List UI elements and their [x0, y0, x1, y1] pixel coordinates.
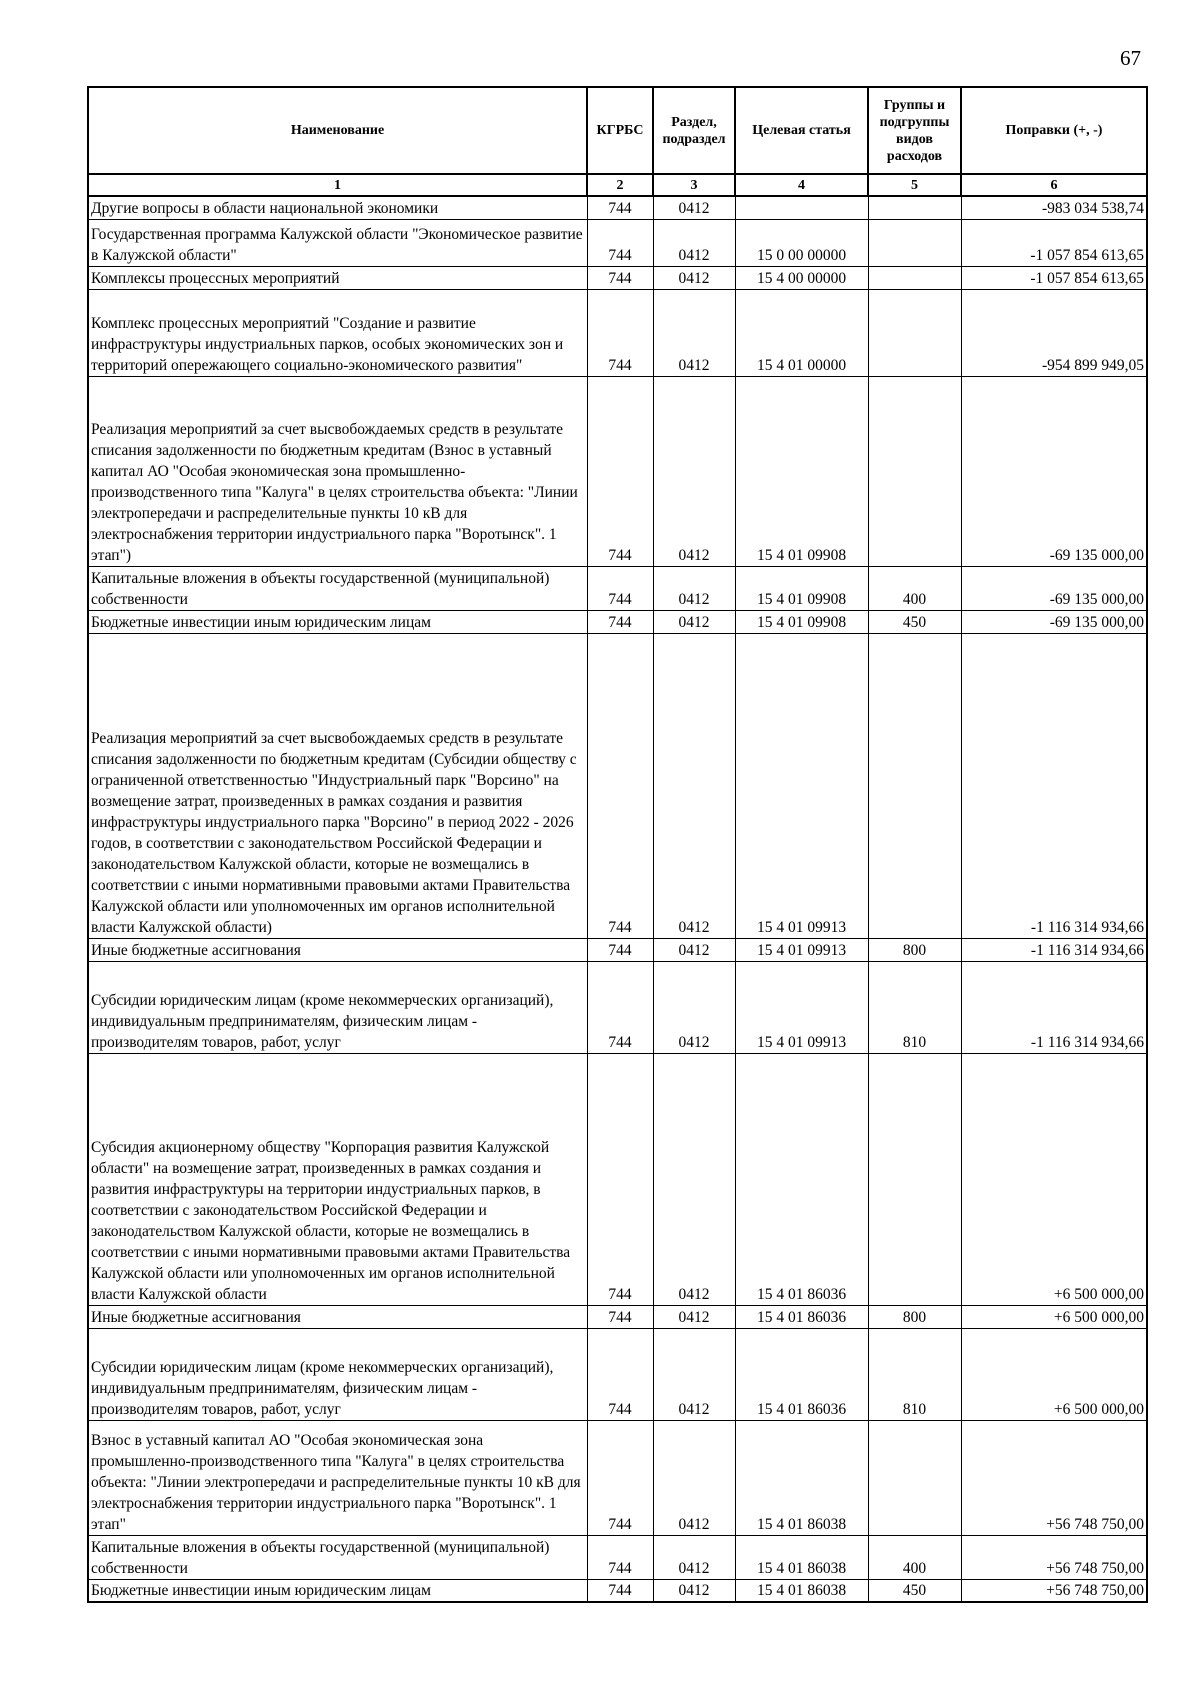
row-tselevaya-statya: 15 4 01 09913 — [735, 938, 868, 961]
row-amount: -69 135 000,00 — [961, 610, 1147, 633]
header-name: Наименование — [88, 87, 587, 174]
row-kgrbs: 744 — [587, 610, 653, 633]
row-name: Комплексы процессных мероприятий — [88, 266, 587, 289]
row-amount: +56 748 750,00 — [961, 1420, 1147, 1535]
row-name: Бюджетные инвестиции иным юридическим лицам — [88, 1579, 587, 1602]
row-vid-raskhodov — [868, 289, 961, 376]
row-amount: -954 899 949,05 — [961, 289, 1147, 376]
row-vid-raskhodov: 810 — [868, 1328, 961, 1420]
row-kgrbs: 744 — [587, 266, 653, 289]
table-row — [88, 633, 1147, 938]
row-vid-raskhodov — [868, 196, 961, 219]
row-razdel: 0412 — [653, 1305, 735, 1328]
row-vid-raskhodov — [868, 376, 961, 566]
row-amount: +56 748 750,00 — [961, 1535, 1147, 1579]
table-row — [88, 1328, 1147, 1420]
row-vid-raskhodov — [868, 266, 961, 289]
row-kgrbs: 744 — [587, 376, 653, 566]
row-tselevaya-statya: 15 4 01 86038 — [735, 1579, 868, 1602]
row-vid-raskhodov — [868, 1420, 961, 1535]
column-number: 2 — [587, 174, 653, 196]
table-row — [88, 219, 1147, 266]
row-amount: -1 116 314 934,66 — [961, 633, 1147, 938]
table-row — [88, 266, 1147, 289]
row-kgrbs: 744 — [587, 1579, 653, 1602]
table-row — [88, 1579, 1147, 1602]
row-name: Иные бюджетные ассигнования — [88, 938, 587, 961]
page-number: 67 — [1120, 46, 1141, 70]
row-razdel: 0412 — [653, 376, 735, 566]
row-razdel: 0412 — [653, 1579, 735, 1602]
row-amount: -69 135 000,00 — [961, 376, 1147, 566]
row-razdel: 0412 — [653, 196, 735, 219]
row-kgrbs: 744 — [587, 289, 653, 376]
row-tselevaya-statya: 15 4 01 09913 — [735, 961, 868, 1053]
row-amount: +6 500 000,00 — [961, 1328, 1147, 1420]
row-razdel: 0412 — [653, 1420, 735, 1535]
row-name: Государственная программа Калужской области "Экономическое развитие в Калужской области" — [88, 219, 587, 266]
row-kgrbs: 744 — [587, 961, 653, 1053]
row-amount: -1 057 854 613,65 — [961, 266, 1147, 289]
row-kgrbs: 744 — [587, 1328, 653, 1420]
row-razdel: 0412 — [653, 1328, 735, 1420]
budget-amendments-table — [87, 86, 1148, 1603]
header-vid-raskhodov: Группы и подгруппы видов расходов — [868, 87, 961, 174]
row-amount: +6 500 000,00 — [961, 1053, 1147, 1305]
table-row — [88, 1305, 1147, 1328]
row-amount: +56 748 750,00 — [961, 1579, 1147, 1602]
row-vid-raskhodov — [868, 1053, 961, 1305]
table-row — [88, 376, 1147, 566]
row-kgrbs: 744 — [587, 1535, 653, 1579]
row-tselevaya-statya: 15 4 01 86038 — [735, 1535, 868, 1579]
row-vid-raskhodov: 800 — [868, 938, 961, 961]
row-name: Взнос в уставный капитал АО "Особая экономическая зона промышленно-производственного типа "Калуга" в целях строительства объекта: "Линии электропередачи и распределительные пункты 10 кВ для электроснабжения территории индустриального парка "Воротынск". 1 этап" — [88, 1420, 587, 1535]
row-vid-raskhodov — [868, 219, 961, 266]
row-razdel: 0412 — [653, 289, 735, 376]
column-number: 1 — [88, 174, 587, 196]
header-popravki: Поправки (+, -) — [961, 87, 1147, 174]
row-tselevaya-statya: 15 4 01 86036 — [735, 1328, 868, 1420]
row-name: Субсидия акционерному обществу "Корпорация развития Калужской области" на возмещение затрат, произведенных в рамках создания и развития инфраструктуры на территории индустриальных парков, в соответствии с законодательством Российской Федерации и законодательством Калужской области, которые не возмещались в соответствии с иными нормативными правовыми актами Правительства Калужской области или уполномоченных им органов исполнительной власти Калужской области — [88, 1053, 587, 1305]
row-tselevaya-statya: 15 4 01 86036 — [735, 1053, 868, 1305]
table-row — [88, 566, 1147, 610]
row-kgrbs: 744 — [587, 633, 653, 938]
row-name: Другие вопросы в области национальной экономики — [88, 196, 587, 219]
row-kgrbs: 744 — [587, 1053, 653, 1305]
row-vid-raskhodov — [868, 633, 961, 938]
header-razdel: Раздел, подраздел — [653, 87, 735, 174]
row-name: Субсидии юридическим лицам (кроме некоммерческих организаций), индивидуальным предпринимателям, физическим лицам - производителям товаров, работ, услуг — [88, 961, 587, 1053]
table-row — [88, 1420, 1147, 1535]
table-row — [88, 1053, 1147, 1305]
table-row — [88, 610, 1147, 633]
row-vid-raskhodov: 800 — [868, 1305, 961, 1328]
row-name: Реализация мероприятий за счет высвобождаемых средств в результате списания задолженности по бюджетным кредитам (Взнос в уставный капитал АО "Особая экономическая зона промышленно-производственного типа "Калуга" в целях строительства объекта: "Линии электропередачи и распределительные пункты 10 кВ для электроснабжения территории индустриального парка "Воротынск". 1 этап") — [88, 376, 587, 566]
row-vid-raskhodov: 810 — [868, 961, 961, 1053]
row-razdel: 0412 — [653, 961, 735, 1053]
table-row — [88, 196, 1147, 219]
row-razdel: 0412 — [653, 266, 735, 289]
row-kgrbs: 744 — [587, 1305, 653, 1328]
row-name: Капитальные вложения в объекты государственной (муниципальной) собственности — [88, 1535, 587, 1579]
row-vid-raskhodov: 450 — [868, 610, 961, 633]
row-kgrbs: 744 — [587, 196, 653, 219]
row-tselevaya-statya: 15 4 01 09908 — [735, 376, 868, 566]
row-razdel: 0412 — [653, 610, 735, 633]
header-kgrbs: КГРБС — [587, 87, 653, 174]
row-amount: -1 116 314 934,66 — [961, 961, 1147, 1053]
row-tselevaya-statya: 15 4 01 09908 — [735, 610, 868, 633]
table-row — [88, 938, 1147, 961]
column-number: 4 — [735, 174, 868, 196]
row-vid-raskhodov: 400 — [868, 566, 961, 610]
row-razdel: 0412 — [653, 219, 735, 266]
row-razdel: 0412 — [653, 1053, 735, 1305]
table-row — [88, 961, 1147, 1053]
row-vid-raskhodov: 450 — [868, 1579, 961, 1602]
row-name: Капитальные вложения в объекты государственной (муниципальной) собственности — [88, 566, 587, 610]
row-amount: -1 116 314 934,66 — [961, 938, 1147, 961]
row-kgrbs: 744 — [587, 566, 653, 610]
row-tselevaya-statya — [735, 196, 868, 219]
header-tselevaya-statya: Целевая статья — [735, 87, 868, 174]
row-name: Бюджетные инвестиции иным юридическим лицам — [88, 610, 587, 633]
row-tselevaya-statya: 15 4 01 09913 — [735, 633, 868, 938]
row-name: Иные бюджетные ассигнования — [88, 1305, 587, 1328]
row-tselevaya-statya: 15 4 00 00000 — [735, 266, 868, 289]
row-amount: -69 135 000,00 — [961, 566, 1147, 610]
column-number: 5 — [868, 174, 961, 196]
row-name: Комплекс процессных мероприятий "Создание и развитие инфраструктуры индустриальных парков, особых экономических зон и территорий опережающего социально-экономического развития" — [88, 289, 587, 376]
row-kgrbs: 744 — [587, 1420, 653, 1535]
row-amount: +6 500 000,00 — [961, 1305, 1147, 1328]
column-number: 3 — [653, 174, 735, 196]
row-razdel: 0412 — [653, 938, 735, 961]
row-razdel: 0412 — [653, 633, 735, 938]
row-tselevaya-statya: 15 0 00 00000 — [735, 219, 868, 266]
row-tselevaya-statya: 15 4 01 86038 — [735, 1420, 868, 1535]
row-tselevaya-statya: 15 4 01 86036 — [735, 1305, 868, 1328]
row-kgrbs: 744 — [587, 938, 653, 961]
row-amount: -983 034 538,74 — [961, 196, 1147, 219]
row-tselevaya-statya: 15 4 01 00000 — [735, 289, 868, 376]
row-kgrbs: 744 — [587, 219, 653, 266]
row-vid-raskhodov: 400 — [868, 1535, 961, 1579]
row-razdel: 0412 — [653, 566, 735, 610]
row-tselevaya-statya: 15 4 01 09908 — [735, 566, 868, 610]
row-razdel: 0412 — [653, 1535, 735, 1579]
row-amount: -1 057 854 613,65 — [961, 219, 1147, 266]
table-row — [88, 289, 1147, 376]
column-number: 6 — [961, 174, 1147, 196]
table-row — [88, 1535, 1147, 1579]
row-name: Субсидии юридическим лицам (кроме некоммерческих организаций), индивидуальным предпринимателям, физическим лицам - производителям товаров, работ, услуг — [88, 1328, 587, 1420]
row-name: Реализация мероприятий за счет высвобождаемых средств в результате списания задолженности по бюджетным кредитам (Субсидии обществу с ограниченной ответственностью "Индустриальный парк "Ворсино" на возмещение затрат, произведенных в рамках создания и развития инфраструктуры индустриального парка "Ворсино" в период 2022 - 2026 годов, в соответствии с законодательством Российской Федерации и законодательством Калужской области, которые не возмещались в соответствии с иными нормативными правовыми актами Правительства Калужской области или уполномоченных им органов исполнительной власти Калужской области) — [88, 633, 587, 938]
